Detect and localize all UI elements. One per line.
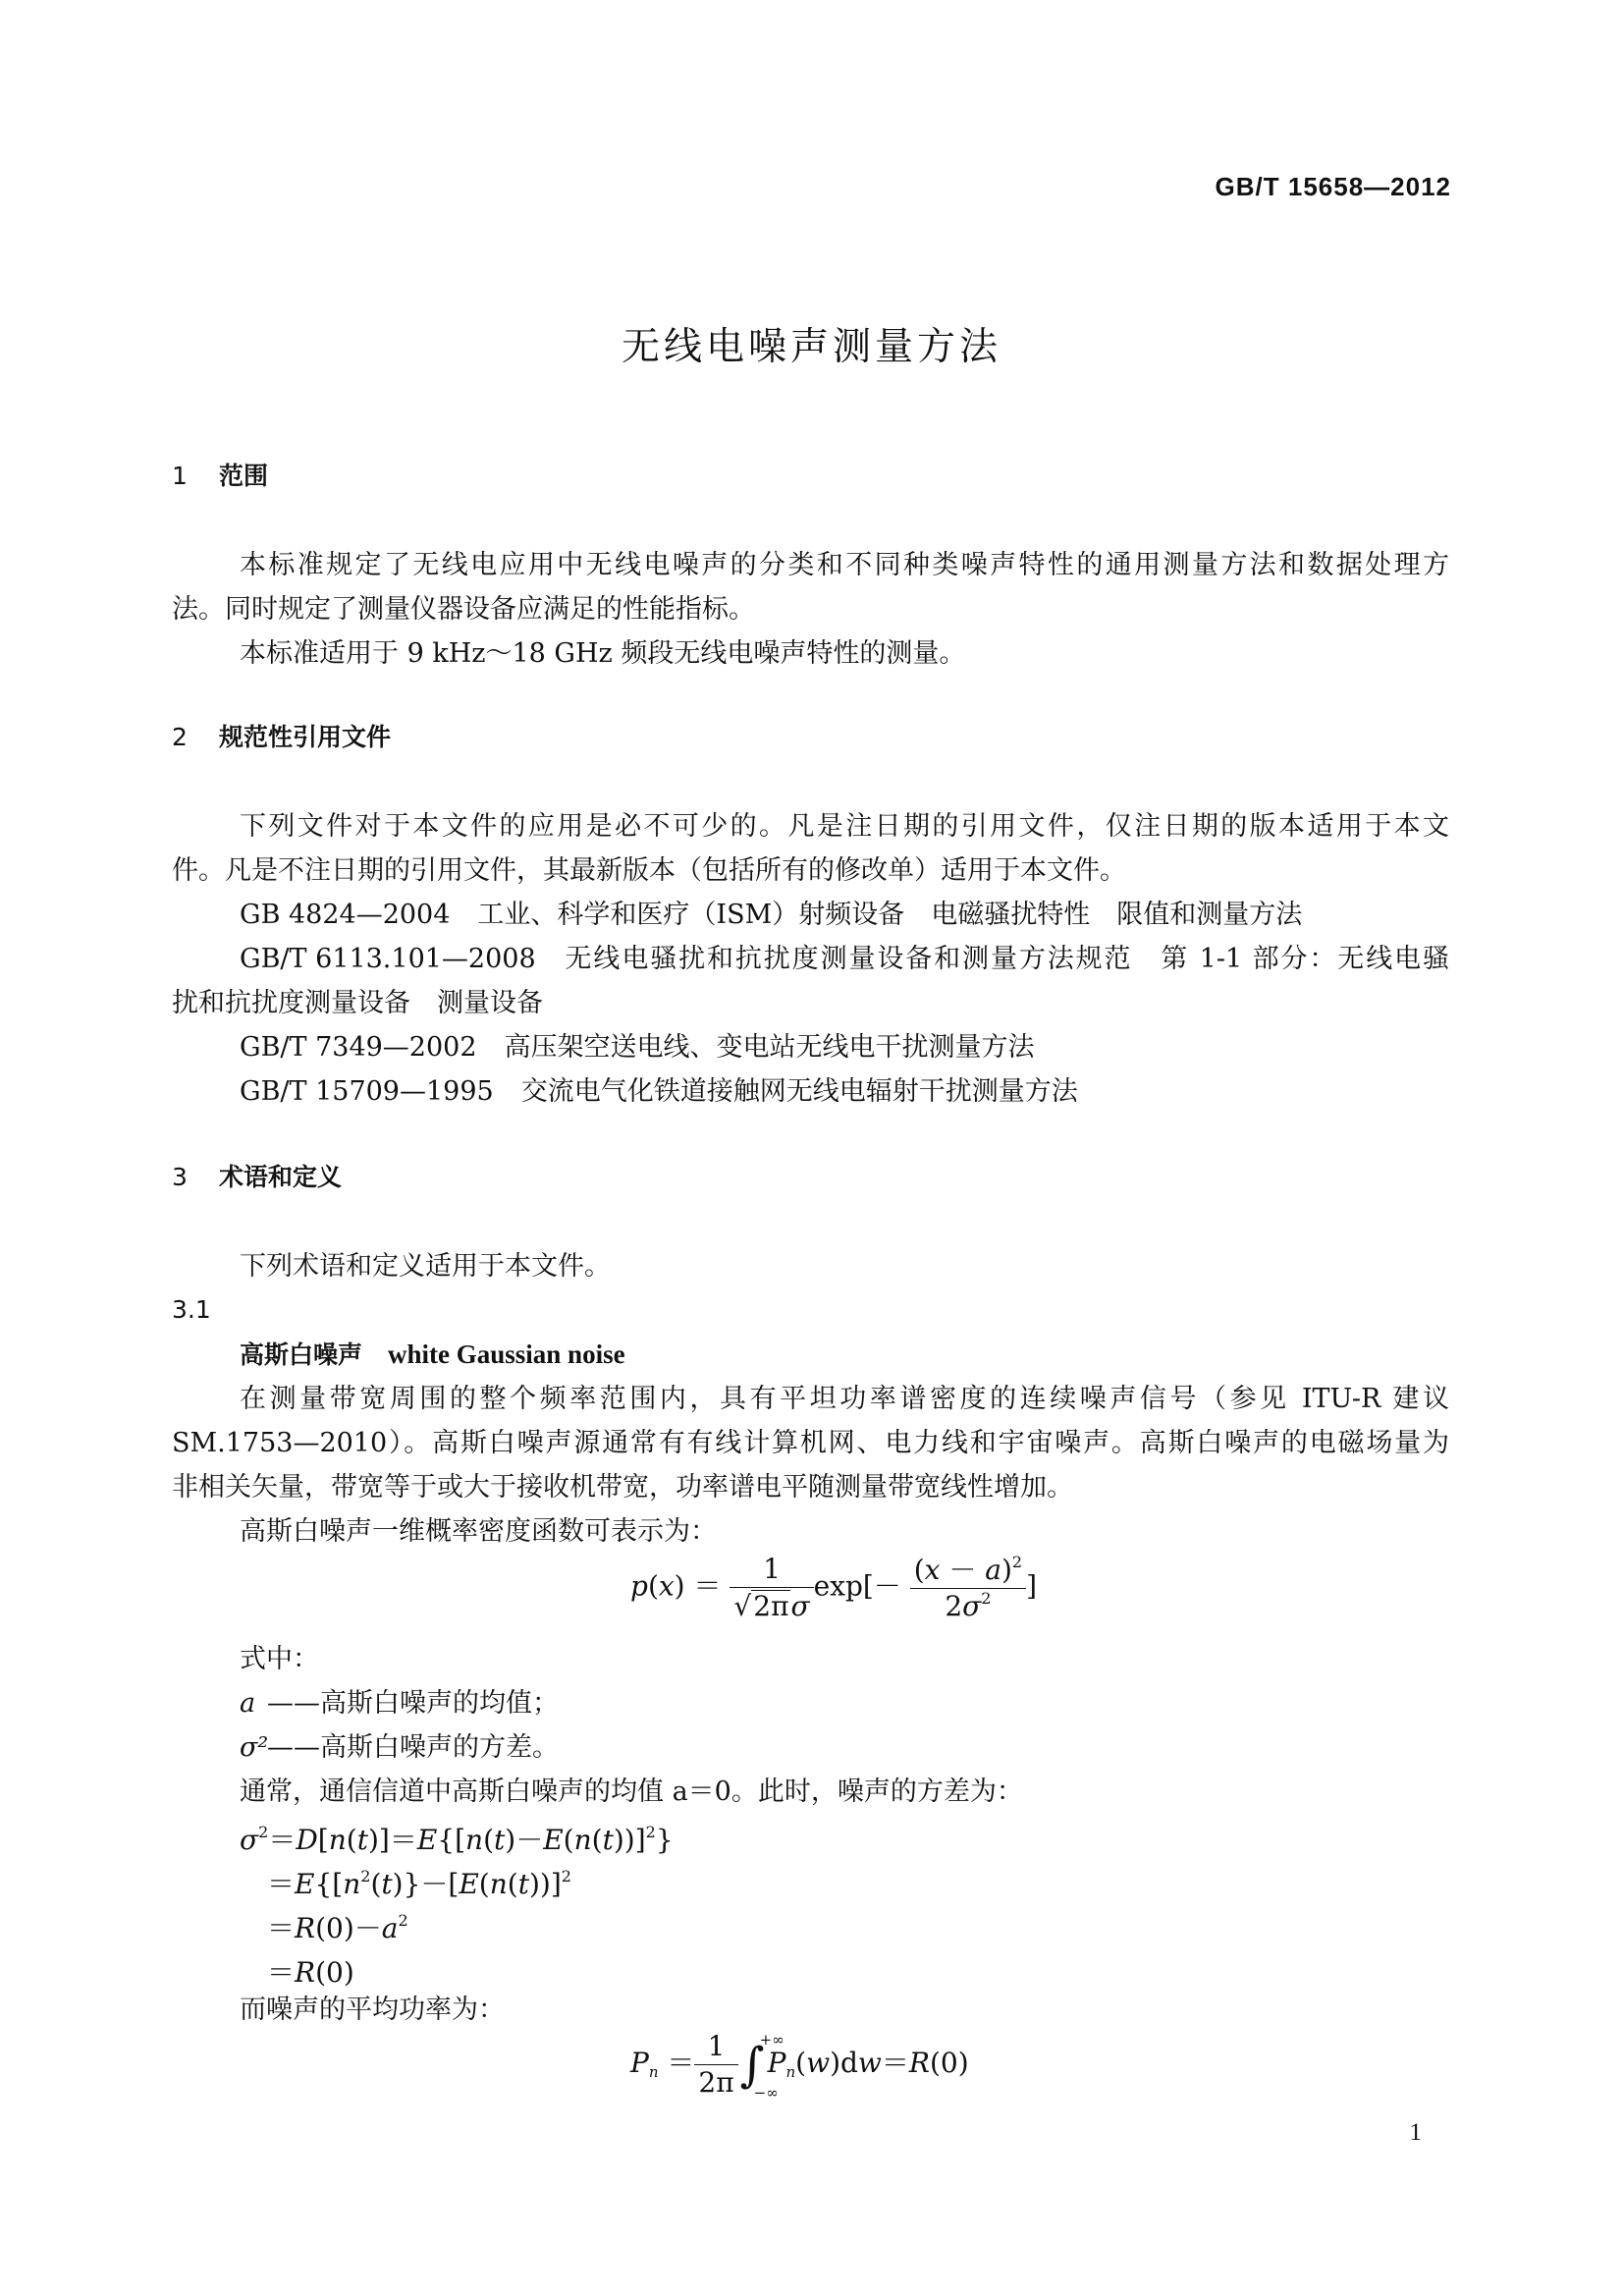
reference-code: GB/T 7349—2002 — [240, 1032, 477, 1063]
pdf-formula: p(x) ＝ $\frac{1}{√2\pi\sigma}$ exp[－ $\frac{(x - a)^2}{2\sigma^2}$ ] — [630, 1552, 1038, 1623]
paragraph-line: 下列术语和定义适用于本文件。 — [240, 1251, 611, 1282]
definition-line: SM.1753—2010）。高斯白噪声源通常有有线计算机网、电力线和宇宙噪声。高斯白噪声的电磁场量为 — [172, 1428, 1449, 1458]
section-number: 3 — [172, 1163, 188, 1191]
document-title: 无线电噪声测量方法 — [621, 325, 1001, 369]
clause-number: 3.1 — [172, 1295, 211, 1324]
term-chinese: 高斯白噪声 — [240, 1340, 363, 1369]
variable-definition — [240, 1734, 559, 1761]
section-title: 范围 — [219, 462, 269, 490]
variance-formula-line: ＝R(0) — [267, 1956, 354, 1989]
variance-formula-line: $=E\{[n^2(t)\}-[E(n(t))]^2$ — [267, 1867, 571, 1900]
variable-definition — [240, 1690, 559, 1717]
paragraph-line: 高斯白噪声一维概率密度函数可表示为： — [240, 1516, 717, 1547]
reference-item — [240, 946, 1449, 972]
section-title: 术语和定义 — [219, 1163, 343, 1191]
page-number: 1 — [1409, 2119, 1422, 2146]
reference-code: GB 4824—2004 — [240, 900, 451, 930]
reference-code: GB/T 6113.101—2008 — [240, 944, 536, 974]
term-entry — [240, 1341, 625, 1368]
section-number: 1 — [172, 462, 188, 490]
reference-item — [240, 1034, 1035, 1061]
power-formula: $P_n$ ＝ $\frac{1}{2\pi}$ ∫ +∞ −∞ $P_n(w)dw=R(0)$ — [630, 2030, 969, 2102]
paragraph-line: 通常，通信信道中高斯白噪声的均值 a＝0。此时，噪声的方差为： — [240, 1777, 1023, 1807]
variable-symbol: σ² — [240, 1732, 269, 1763]
section-title: 规范性引用文件 — [219, 723, 392, 751]
variable-symbol: a — [240, 1688, 256, 1719]
reference-item — [240, 902, 1302, 928]
standard-number: GB/T 15658—2012 — [1215, 172, 1451, 201]
paragraph-line: 下列文件对于本文件的应用是必不可少的。凡是注日期的引用文件，仅注日期的版本适用于本文 — [240, 811, 1449, 842]
section-3-heading — [172, 1165, 342, 1189]
paragraph-line: 件。凡是不注日期的引用文件，其最新版本（包括所有的修改单）适用于本文件。 — [172, 855, 1126, 886]
paragraph-line: 本标准规定了无线电应用中无线电噪声的分类和不同种类噪声特性的通用测量方法和数据处理方 — [240, 550, 1449, 580]
paragraph-line: 本标准适用于 9 kHz～18 GHz 频段无线电噪声特性的测量。 — [240, 638, 966, 669]
reference-code: GB/T 15709—1995 — [240, 1076, 494, 1107]
term-english: white Gaussian noise — [388, 1339, 625, 1369]
section-number: 2 — [172, 723, 188, 751]
reference-title-continued: 扰和抗扰度测量设备 测量设备 — [172, 988, 543, 1018]
reference-title: 无线电骚扰和抗扰度测量设备和测量方法规范 第 1-1 部分：无线电骚 — [563, 944, 1449, 974]
definition-line: 非相关矢量，带宽等于或大于接收机带宽，功率谱电平随测量带宽线性增加。 — [172, 1472, 1073, 1503]
where-label: 式中： — [240, 1644, 319, 1674]
reference-title: 工业、科学和医疗（ISM）射频设备 电磁骚扰特性 限值和测量方法 — [477, 900, 1303, 930]
reference-title: 交流电气化铁道接触网无线电辐射干扰测量方法 — [520, 1076, 1078, 1107]
paragraph-line: 法。同时规定了测量仪器设备应满足的性能指标。 — [172, 594, 755, 625]
section-2-heading — [172, 725, 391, 749]
section-1-heading — [172, 464, 268, 488]
definition-line: 在测量带宽周围的整个频率范围内，具有平坦功率谱密度的连续噪声信号（参见 ITU-R 建议 — [240, 1384, 1449, 1414]
reference-item — [240, 1078, 1078, 1105]
reference-title: 高压架空送电线、变电站无线电干扰测量方法 — [504, 1032, 1035, 1063]
variance-formula-line: $=R(0)-a^2$ — [267, 1911, 408, 1944]
variance-formula-line: $\sigma^2=D[n(t)]=E\{[n(t)-E(n(t))]^2\}$ — [240, 1823, 674, 1856]
variable-description: ——高斯白噪声的均值； — [267, 1688, 559, 1719]
variable-description: ——高斯白噪声的方差。 — [267, 1732, 559, 1763]
paragraph-line: 而噪声的平均功率为： — [240, 1995, 505, 2025]
